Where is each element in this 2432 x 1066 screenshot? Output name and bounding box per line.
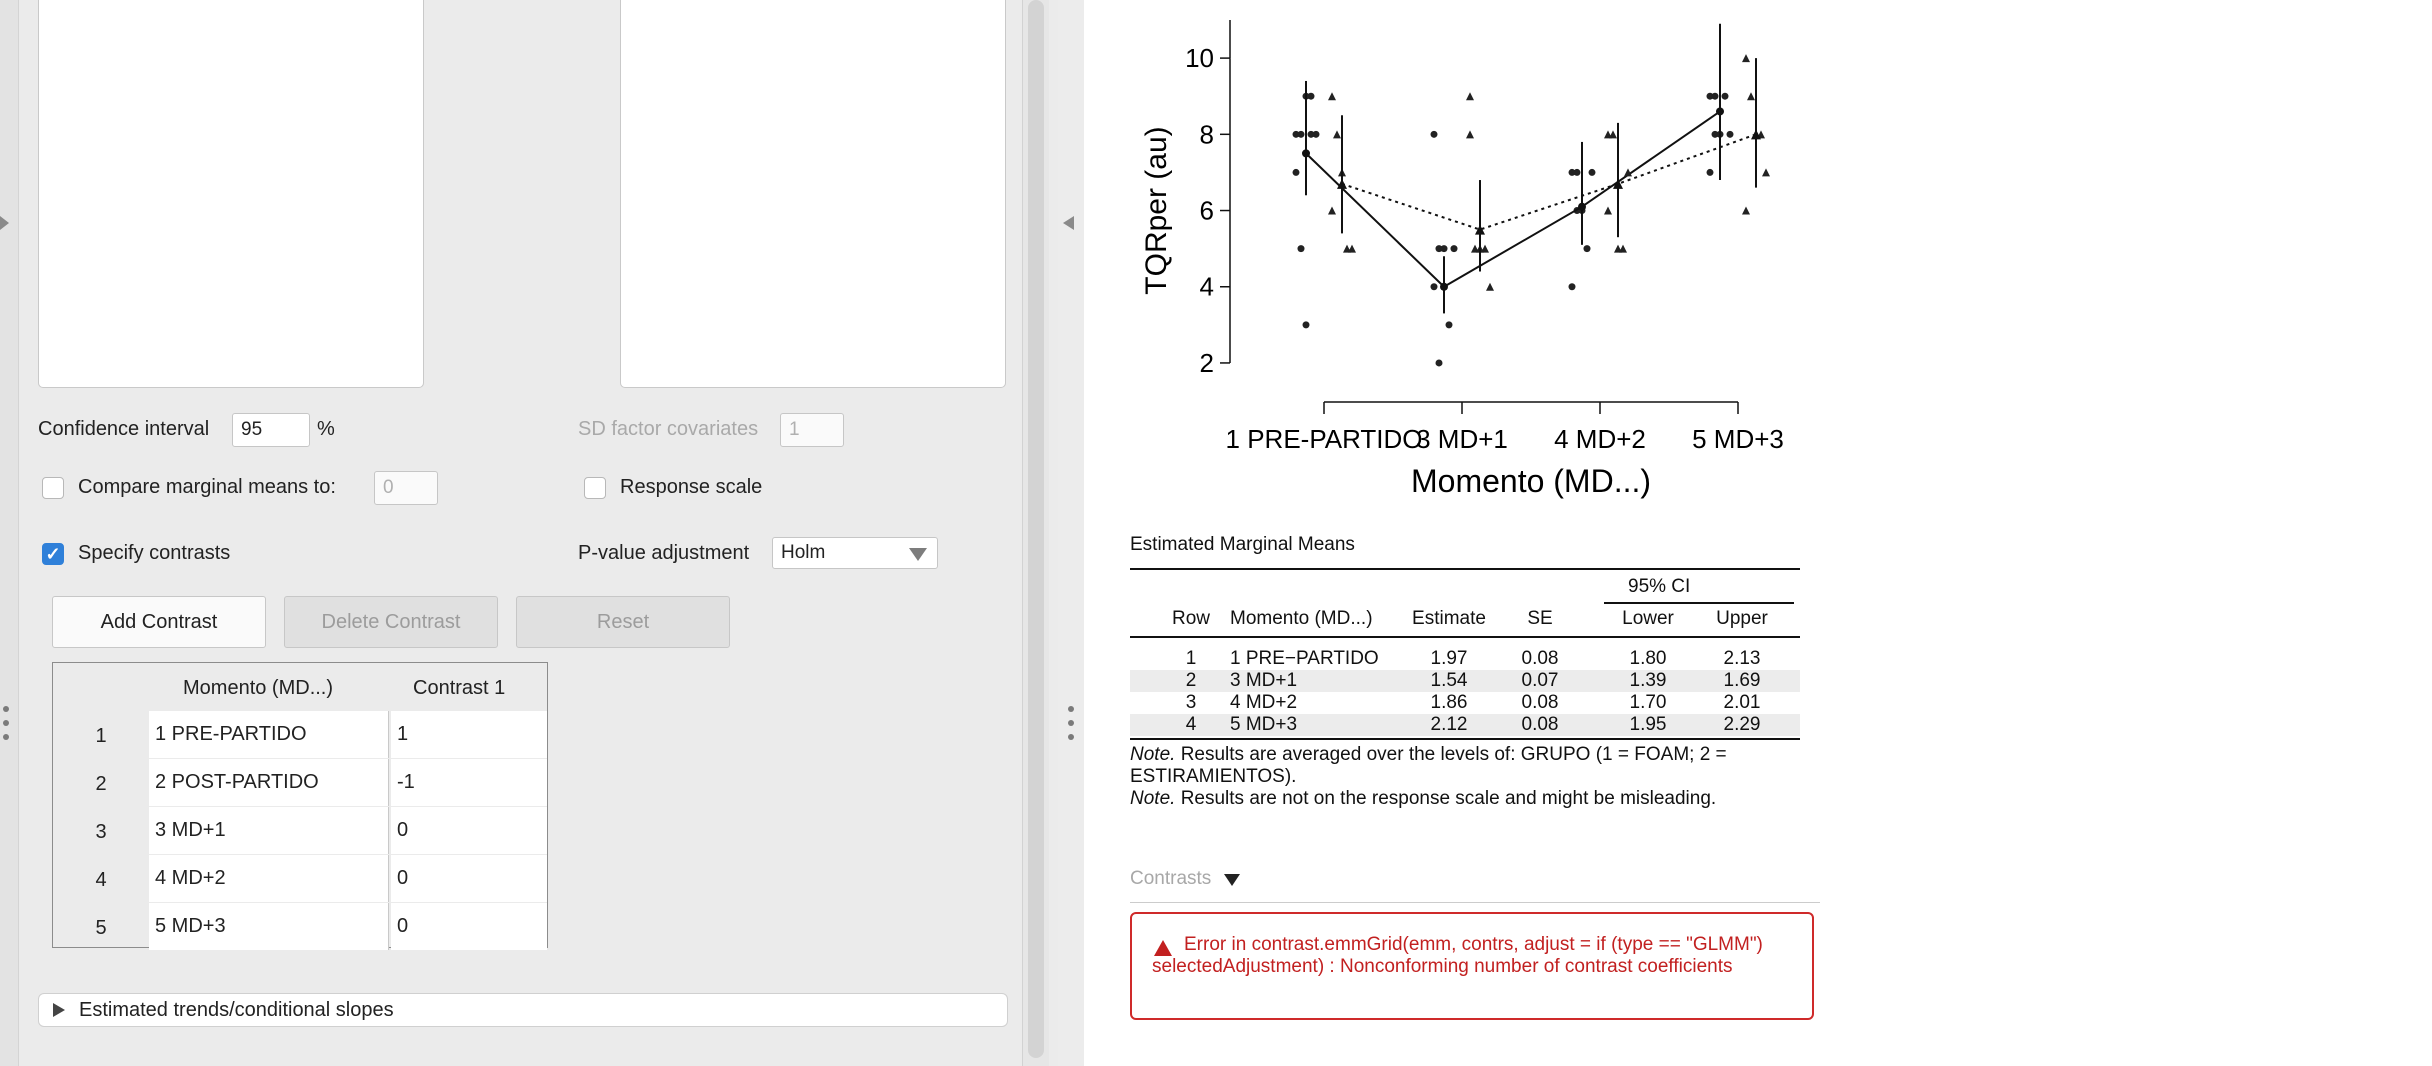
emm-cell: 1.70 xyxy=(1629,692,1667,713)
emm-cell: 4 MD+2 xyxy=(1230,692,1298,713)
x-tick-label: 4 MD+2 xyxy=(1554,424,1646,454)
pvalue-adjustment-label: P-value adjustment xyxy=(578,542,750,564)
contrast-value-cell[interactable]: -1 xyxy=(391,759,547,806)
data-point xyxy=(1486,283,1494,291)
column-header-contrast: Contrast 1 xyxy=(413,677,506,699)
response-scale-checkbox[interactable] xyxy=(584,477,606,499)
percent-unit: % xyxy=(317,418,335,440)
data-point xyxy=(1569,283,1576,290)
confidence-interval-input[interactable]: 95 xyxy=(232,413,310,447)
data-point xyxy=(1727,131,1734,138)
y-axis-label: TQRper (au) xyxy=(1140,126,1173,295)
note-2-text: Results are not on the response scale and might be misleading. xyxy=(1175,788,1717,809)
grip-dot xyxy=(3,706,9,712)
mean-point xyxy=(1716,107,1724,115)
y-tick-label: 8 xyxy=(1199,119,1214,150)
add-contrast-button[interactable]: Add Contrast xyxy=(52,596,266,648)
chevron-down-icon xyxy=(909,548,927,561)
data-point xyxy=(1298,131,1305,138)
grip-dot xyxy=(1068,734,1074,740)
data-point xyxy=(1466,92,1474,100)
emm-cell: 1.97 xyxy=(1430,648,1468,669)
arrow-left-icon[interactable] xyxy=(1063,216,1074,230)
emm-col-header: Lower xyxy=(1622,608,1674,629)
options-panel xyxy=(0,0,1059,1066)
emm-cell: 4 xyxy=(1185,714,1197,735)
emm-cell: 0.08 xyxy=(1521,714,1559,735)
level-cell: 3 MD+1 xyxy=(149,807,389,854)
data-point xyxy=(1712,93,1719,100)
emm-cell: 1.69 xyxy=(1723,670,1761,691)
note-2-prefix: Note. xyxy=(1130,788,1176,809)
data-point xyxy=(1431,131,1438,138)
emm-cell: 3 xyxy=(1185,692,1197,713)
grip-dot xyxy=(3,734,9,740)
level-cell: 5 MD+3 xyxy=(149,903,389,950)
response-scale-label: Response scale xyxy=(620,476,763,498)
note-1-text: Results are averaged over the levels of: GRUPO (1 = FOAM; 2 = ESTIRAMIENTOS). xyxy=(1130,744,1727,787)
mean-point xyxy=(1440,283,1448,291)
trends-label: Estimated trends/conditional slopes xyxy=(79,999,394,1021)
y-tick-label: 6 xyxy=(1199,195,1214,226)
data-point xyxy=(1747,92,1755,100)
pvalue-adjustment-select[interactable] xyxy=(772,537,938,569)
note-1 xyxy=(1130,744,1800,788)
data-point xyxy=(1303,321,1310,328)
data-point xyxy=(1712,131,1719,138)
emm-col-header: Momento (MD...) xyxy=(1230,608,1373,629)
contrasts-heading-label: Contrasts xyxy=(1130,868,1212,889)
grip-dot xyxy=(3,720,9,726)
emm-cell: 0.08 xyxy=(1521,648,1559,669)
row-number: 3 xyxy=(95,821,107,843)
data-point xyxy=(1308,93,1315,100)
row-number: 4 xyxy=(95,869,107,891)
delete-contrast-button[interactable]: Delete Contrast xyxy=(284,596,498,648)
y-tick-label: 10 xyxy=(1185,43,1214,74)
data-point xyxy=(1446,321,1453,328)
scrollbar-thumb[interactable] xyxy=(1028,0,1044,1058)
grip-dot xyxy=(1068,720,1074,726)
marginal-means-plot xyxy=(1112,0,1872,520)
selected-terms-list[interactable] xyxy=(620,0,1006,388)
grip-dot xyxy=(1068,706,1074,712)
emm-cell: 3 MD+1 xyxy=(1230,670,1298,691)
data-point xyxy=(1722,93,1729,100)
note-2 xyxy=(1130,788,1800,810)
sd-factor-input[interactable]: 1 xyxy=(780,413,844,447)
emm-col-header: SE xyxy=(1527,608,1553,629)
row-number: 2 xyxy=(95,773,107,795)
data-point xyxy=(1619,245,1627,253)
compare-means-checkbox[interactable] xyxy=(42,477,64,499)
available-variables-list[interactable] xyxy=(38,0,424,388)
data-point xyxy=(1481,245,1489,253)
sd-factor-label: SD factor covariates xyxy=(578,418,759,440)
emm-cell: 2.13 xyxy=(1723,648,1761,669)
emm-cell: 1.86 xyxy=(1430,692,1468,713)
emm-cell: 2.12 xyxy=(1430,714,1468,735)
pvalue-selected-value: Holm xyxy=(781,542,826,563)
row-number: 1 xyxy=(95,725,107,747)
emm-cell: 2.29 xyxy=(1723,714,1761,735)
collapse-strip[interactable] xyxy=(0,0,19,1066)
scrollbar-track[interactable] xyxy=(1022,0,1049,1066)
data-point xyxy=(1604,207,1612,215)
emm-cell: 2.01 xyxy=(1723,692,1761,713)
data-point xyxy=(1293,169,1300,176)
data-point xyxy=(1584,245,1591,252)
dropdown-triangle-icon[interactable] xyxy=(1224,874,1240,886)
level-cell: 1 PRE-PARTIDO xyxy=(149,711,389,758)
data-point xyxy=(1333,130,1341,138)
emm-cell: 1.54 xyxy=(1430,670,1468,691)
x-tick-label: 3 MD+1 xyxy=(1416,424,1508,454)
y-tick-label: 4 xyxy=(1199,271,1214,302)
data-point xyxy=(1742,207,1750,215)
data-point xyxy=(1574,169,1581,176)
emm-row xyxy=(1130,670,1800,692)
mean-point xyxy=(1475,225,1485,235)
emm-cell: 1 PRE−PARTIDO xyxy=(1230,648,1379,669)
row-number: 5 xyxy=(95,917,107,939)
data-point xyxy=(1431,283,1438,290)
mean-point xyxy=(1578,203,1586,211)
x-axis-label: Momento (MD...) xyxy=(1410,463,1652,499)
checkmark-icon: ✓ xyxy=(45,544,61,564)
output-panel xyxy=(1084,0,2432,1066)
trends-section[interactable] xyxy=(38,993,1008,1027)
emm-cell: 2 xyxy=(1185,670,1197,691)
data-point xyxy=(1451,245,1458,252)
specify-contrasts-checkbox[interactable] xyxy=(42,543,64,565)
contrast-value-cell[interactable]: 0 xyxy=(391,855,547,902)
y-tick-label: 2 xyxy=(1199,347,1214,378)
ci-header: 95% CI xyxy=(1628,576,1691,597)
specify-contrasts-label: Specify contrasts xyxy=(78,542,231,564)
emm-title: Estimated Marginal Means xyxy=(1130,534,1355,555)
mean-point xyxy=(1302,149,1310,157)
data-point xyxy=(1298,245,1305,252)
series-line xyxy=(1306,111,1720,286)
level-cell: 4 MD+2 xyxy=(149,855,389,902)
reset-button[interactable]: Reset xyxy=(516,596,730,648)
contrast-value-cell[interactable]: 1 xyxy=(391,711,547,758)
x-tick-label: 5 MD+3 xyxy=(1692,424,1784,454)
disclosure-triangle-icon xyxy=(53,1003,65,1017)
emm-table xyxy=(1130,568,1800,810)
emm-cell: 1.95 xyxy=(1629,714,1667,735)
panel-splitter[interactable] xyxy=(1058,0,1085,1066)
contrasts-heading[interactable] xyxy=(1130,868,1240,890)
arrow-right-icon[interactable] xyxy=(0,216,9,230)
emm-col-header: Estimate xyxy=(1412,608,1486,629)
data-point xyxy=(1762,168,1770,176)
level-cell: 2 POST-PARTIDO xyxy=(149,759,389,806)
data-point xyxy=(1441,245,1448,252)
data-point xyxy=(1436,359,1443,366)
emm-row xyxy=(1130,692,1800,714)
series-line xyxy=(1342,134,1756,229)
emm-col-header: Upper xyxy=(1716,608,1768,629)
emm-cell: 0.08 xyxy=(1521,692,1559,713)
compare-means-input[interactable]: 0 xyxy=(374,471,438,505)
emm-row xyxy=(1130,648,1800,670)
column-header-level: Momento (MD...) xyxy=(183,677,334,699)
emm-col-header: Row xyxy=(1171,608,1210,629)
emm-cell: 1.80 xyxy=(1629,648,1667,669)
data-point xyxy=(1308,131,1315,138)
contrast-value-cell[interactable]: 0 xyxy=(391,807,547,854)
data-point xyxy=(1707,169,1714,176)
error-message-box xyxy=(1130,912,1814,1020)
contrast-value-cell[interactable]: 0 xyxy=(391,903,547,950)
data-point xyxy=(1589,169,1596,176)
data-point xyxy=(1466,130,1474,138)
emm-cell: 5 MD+3 xyxy=(1230,714,1298,735)
emm-cell: 0.07 xyxy=(1521,670,1559,691)
emm-row xyxy=(1130,714,1800,736)
x-tick-label: 1 PRE-PARTIDO xyxy=(1225,424,1423,454)
data-point xyxy=(1348,245,1356,253)
data-point xyxy=(1742,54,1750,62)
error-text: Error in contrast.emmGrid(emm, contrs, adjust = if (type == "GLMM") selectedAdjustment) : Nonconforming number of contrast coefficients xyxy=(1152,934,1763,977)
data-point xyxy=(1328,92,1336,100)
confidence-interval-label: Confidence interval xyxy=(38,418,210,440)
compare-means-label: Compare marginal means to: xyxy=(78,476,336,498)
data-point xyxy=(1609,130,1617,138)
emm-cell: 1 xyxy=(1185,648,1197,669)
note-1-prefix: Note. xyxy=(1130,744,1176,765)
data-point xyxy=(1328,207,1336,215)
divider xyxy=(1130,902,1820,903)
emm-cell: 1.39 xyxy=(1629,670,1667,691)
contrast-table xyxy=(52,662,548,948)
